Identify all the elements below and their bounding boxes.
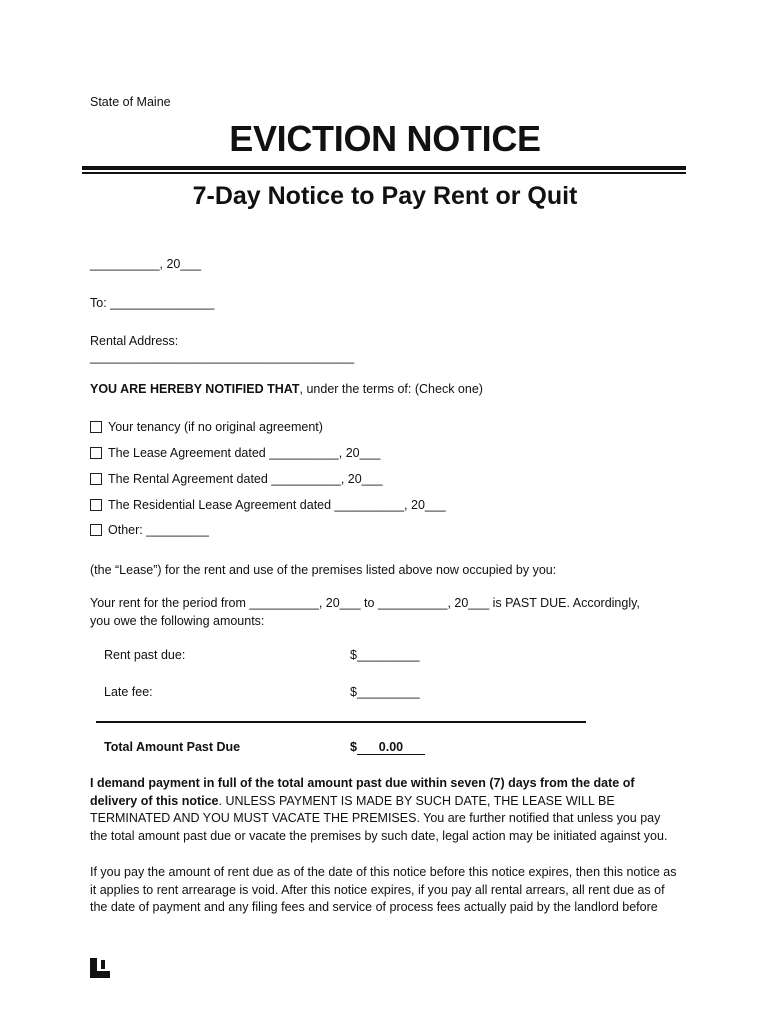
total-field[interactable]	[350, 740, 425, 755]
late-fee-field[interactable]: $_________	[350, 685, 420, 699]
state-label: State of Maine	[90, 95, 171, 109]
checkbox[interactable]	[90, 447, 102, 459]
rent-period-line1: Your rent for the period from __________, 20___ to __________, 20___ is PAST DUE. Accordingly,	[90, 596, 640, 610]
total-label: Total Amount Past Due	[104, 740, 241, 754]
option-tenancy[interactable]	[90, 420, 323, 434]
option-label: The Lease Agreement dated __________, 20___	[108, 446, 381, 460]
notice-lead-rest: , under the terms of: (Check one)	[299, 382, 483, 396]
checkbox[interactable]	[90, 473, 102, 485]
option-label: Other: _________	[108, 523, 209, 537]
title-rule-thin	[82, 172, 686, 174]
date-field[interactable]: __________, 20___	[90, 257, 202, 271]
notice-lead-bold: YOU ARE HEREBY NOTIFIED THAT	[90, 382, 300, 396]
checkbox[interactable]	[90, 421, 102, 433]
option-label: The Residential Lease Agreement dated __________, 20___	[108, 498, 446, 512]
option-rental-agreement[interactable]	[90, 472, 383, 486]
document-subtitle: 7-Day Notice to Pay Rent or Quit	[192, 182, 578, 210]
option-label: The Rental Agreement dated __________, 20___	[108, 472, 383, 486]
demand-paragraph	[90, 775, 680, 845]
checkbox[interactable]	[90, 499, 102, 511]
checkbox[interactable]	[90, 524, 102, 536]
total-value: 0.00	[357, 741, 425, 755]
total-rule	[96, 721, 586, 723]
option-residential-lease[interactable]	[90, 498, 446, 512]
demand-rest: . UNLESS PAYMENT IS MADE BY SUCH DATE, THE LEASE WILL BE TERMINATED AND YOU MUST VACATE THE PREMISES. You are further notified that unless you pay the total amount past due or vacate the premises by such date, legal action may be initiated against you.	[90, 793, 668, 843]
late-fee-label: Late fee:	[104, 685, 153, 699]
lease-text: (the “Lease”) for the rent and use of the premises listed above now occupied by you:	[90, 563, 557, 577]
document-title: EVICTION NOTICE	[229, 118, 541, 159]
option-lease-agreement[interactable]	[90, 446, 380, 460]
rental-address-field[interactable]: ______________________________________	[90, 350, 355, 364]
option-label: Your tenancy (if no original agreement)	[108, 420, 323, 434]
option-other[interactable]	[90, 523, 209, 537]
brand-logo-icon	[90, 958, 112, 978]
title-rule-thick	[82, 166, 686, 170]
total-prefix: $	[350, 740, 357, 754]
rental-address-label: Rental Address:	[90, 334, 179, 348]
notice-lead	[90, 382, 483, 396]
rent-past-due-label: Rent past due:	[104, 648, 186, 662]
rent-past-due-field[interactable]: $_________	[350, 648, 420, 662]
to-field[interactable]: To: _______________	[90, 296, 215, 310]
demand-bold: I demand payment in full of the total amount past due within seven (7) days from the date of delivery of this notice	[90, 776, 635, 808]
rent-period-line2: you owe the following amounts:	[90, 614, 265, 628]
arrearage-paragraph: If you pay the amount of rent due as of the date of this notice before this notice expires, then this notice as it applies to rent arrearage is void. After this notice expires, if you pay all rental arrears, all rent due as of the date of payment and any filing fees and service of process fees actually paid by the landlord before	[90, 865, 677, 914]
